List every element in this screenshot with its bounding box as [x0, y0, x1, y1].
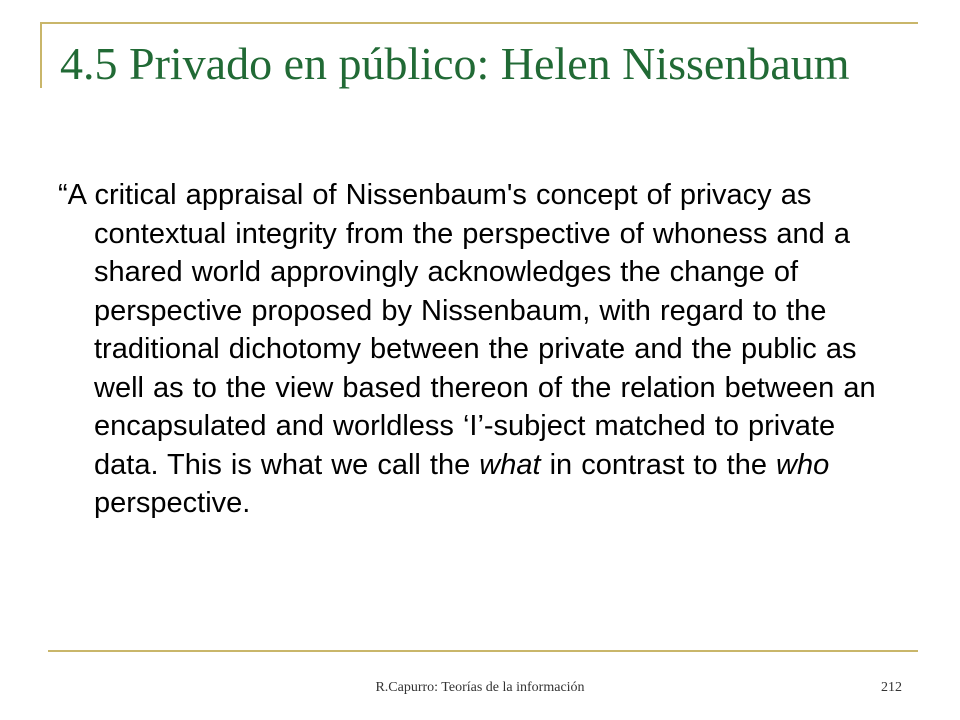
quote-text-3: perspective. [94, 487, 251, 519]
quote-paragraph [58, 176, 894, 523]
top-rule [40, 22, 918, 24]
quote-text-2: in contrast to the [540, 448, 777, 481]
page-number: 212 [881, 680, 902, 695]
quote-emphasis-what: what [479, 448, 541, 481]
quote-text-1: “A critical appraisal of Nissenbaum's concept of privacy as contextual integrity from the perspective of whoness and a shared world approvingly acknowledges the change of perspective proposed by Nissenbaum, with regard to the traditional dichotomy between the private and the public as well as to the view based thereon of the relation between an encapsulated and worldless ‘I’-subject matched to private data. This is what we call the [58, 179, 876, 481]
quote-emphasis-who: who [776, 448, 830, 481]
slide-footer: R.Capurro: Teorías de la información [375, 680, 585, 695]
bottom-rule [48, 650, 918, 652]
slide-title: 4.5 Privado en público: Helen Nissenbaum [60, 38, 850, 89]
left-rule [40, 22, 42, 88]
